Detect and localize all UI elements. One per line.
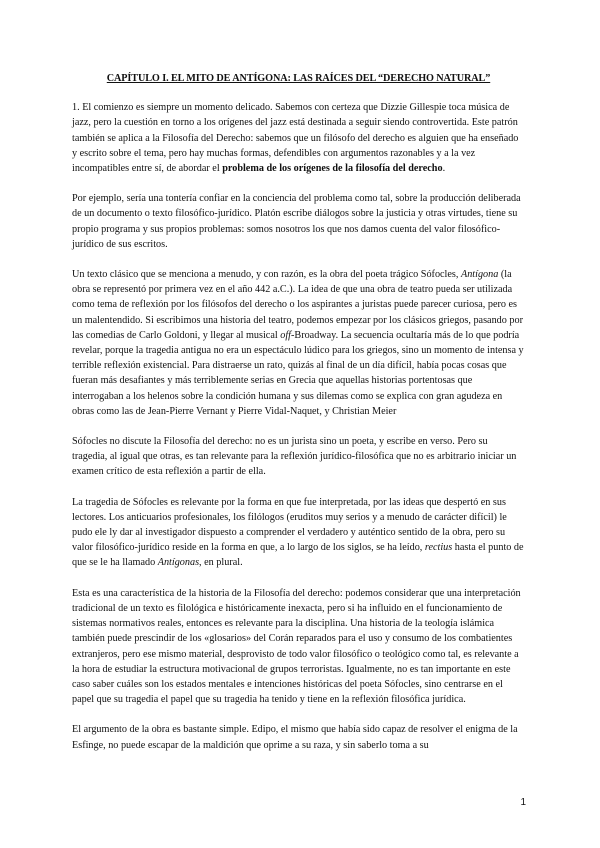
paragraph-3-italic-off: off (280, 329, 291, 341)
paragraph-3-text-b: (la obra se representó por primera vez en el año 442 a.C.). La idea de que una obra de teatro pueda ser utilizada como tema de reflexión por los filósofos del derecho o los aspirantes a juristas puede parecer curiosa, pero es un malentendido. Si escribimos una historia del teatro, podemos empezar por los clásicos griegos, pasando por las comedias de Carlo Goldoni, y llegar al musical (72, 269, 523, 341)
page-number: 1 (520, 797, 526, 808)
page-content (72, 71, 525, 768)
paragraph-3-text-a: Un texto clásico que se menciona a menudo, y con razón, es la obra del poeta trágico Sófocles, (72, 269, 461, 281)
paragraph-7: El argumento de la obra es bastante simple. Edipo, el mismo que había sido capaz de resolver el enigma de la Esfinge, no puede escapar de la maldición que oprime a su raza, y sin saberlo toma a su (72, 724, 518, 751)
paragraph-3 (72, 267, 525, 419)
chapter-title: CAPÍTULO I. EL MITO DE ANTÍGONA: LAS RAÍCES DEL “DERECHO NATURAL” (106, 73, 491, 84)
paragraph-5-italic-rectius: rectius (424, 542, 453, 554)
paragraph-1-bold: problema de los orígenes de la filosofía del derecho (222, 163, 443, 175)
paragraph-3-text-c: -Broadway. La secuencia ocultaría más de lo que podría revelar, porque la tragedia antigua no era un espectáculo lúdico para los griegos, sino un momento de intensa y terrible reflexión existencial. Para distraerse un rato, quizás al final de un día difícil, había pocas cosas que fueran más desafiantes y más terriblemente serias en Grecia que aquellas historias portentosas que interrogaban a los helenos sobre la condición humana y sus dilemas como se explica con gran agudeza en obras como las de Jean-Pierre Vernant y Pierre Vidal-Naquet, y Christian Meier (72, 329, 524, 417)
paragraph-5-text-b: hasta el punto de que se le ha llamado (72, 542, 524, 569)
paragraph-6: Esta es una característica de la historia de la Filosofía del derecho: podemos considerar que una interpretación tradicional de un texto es filológica e históricamente inexacta, pero si ha influido en el funcionamiento de sistemas normativos reales, entonces es relevante para la disciplina. Una historia de la teología islámica también puede prescindir de los «glosarios» del Corán reparados para el uso y consumo de los combatientes extranjeros, pero ese mismo material, desprovisto de todo valor filosófico o teológico como tal, es relevante a la hora de estudiar la estructura motivacional de grupos terroristas. Igualmente, no es tan importante en este caso saber cuáles son los estados mentales e intenciones históricas del poeta Sófocles, sino centrarse en el papel que su tragedia el papel que su tragedia ha tenido y tiene en la reflexión filosófica jurídica. (72, 587, 521, 706)
paragraph-5 (72, 495, 525, 571)
paragraph-3-italic-antigona: Antígona (460, 269, 499, 281)
paragraph-1 (72, 100, 525, 176)
paragraph-1-end: . (442, 163, 446, 175)
paragraph-4: Sófocles no discute la Filosofía del derecho: no es un jurista sino un poeta, y escribe en verso. Pero su tragedia, al igual que otras, es tan relevante para la reflexión jurídico-filosófica que no es arbitrario iniciar un examen crítico de esta reflexión a partir de ella. (72, 436, 517, 478)
paragraph-1-text: 1. El comienzo es siempre un momento delicado. Sabemos con certeza que Dizzie Gillespie toca música de jazz, pero la cuestión en torno a los orígenes del jazz está destinada a seguir siendo controvertida. Este patrón también se aplica a la Filosofía del Derecho: sabemos que un filósofo del derecho es alguien que ha enseñado y escrito sobre el tema, pero hay muchas formas, defendibles con argumentos razonables y a la vez incompatibles entre sí, de abordar el (72, 102, 519, 175)
paragraph-5-text-c: , en plural. (199, 557, 243, 569)
paragraph-5-italic-antigonas: Antígonas (157, 557, 200, 569)
paragraph-2: Por ejemplo, sería una tontería confiar en la conciencia del problema como tal, sobre la producción deliberada de un documento o texto filosófico-jurídico. Platón escribe diálogos sobre la justicia y otras virtudes, tiene su propio programa y sus propios problemas: somos nosotros los que nos damos cuenta del valor filosófico-jurídico de sus escritos. (72, 193, 521, 250)
paragraph-5-text-a: La tragedia de Sófocles es relevante por la forma en que fue interpretada, por las ideas que despertó en sus lectores. Los anticuarios profesionales, los filólogos (eruditos muy serios y a menudo de carácter difícil) le pudo ele ly dar al investigador dispuesto a comprender el verdadero y auténtico sentido de la obra, pero su valor filosófico-jurídico reside en la forma en que, a lo largo de los siglos, se ha leído, (72, 496, 507, 554)
